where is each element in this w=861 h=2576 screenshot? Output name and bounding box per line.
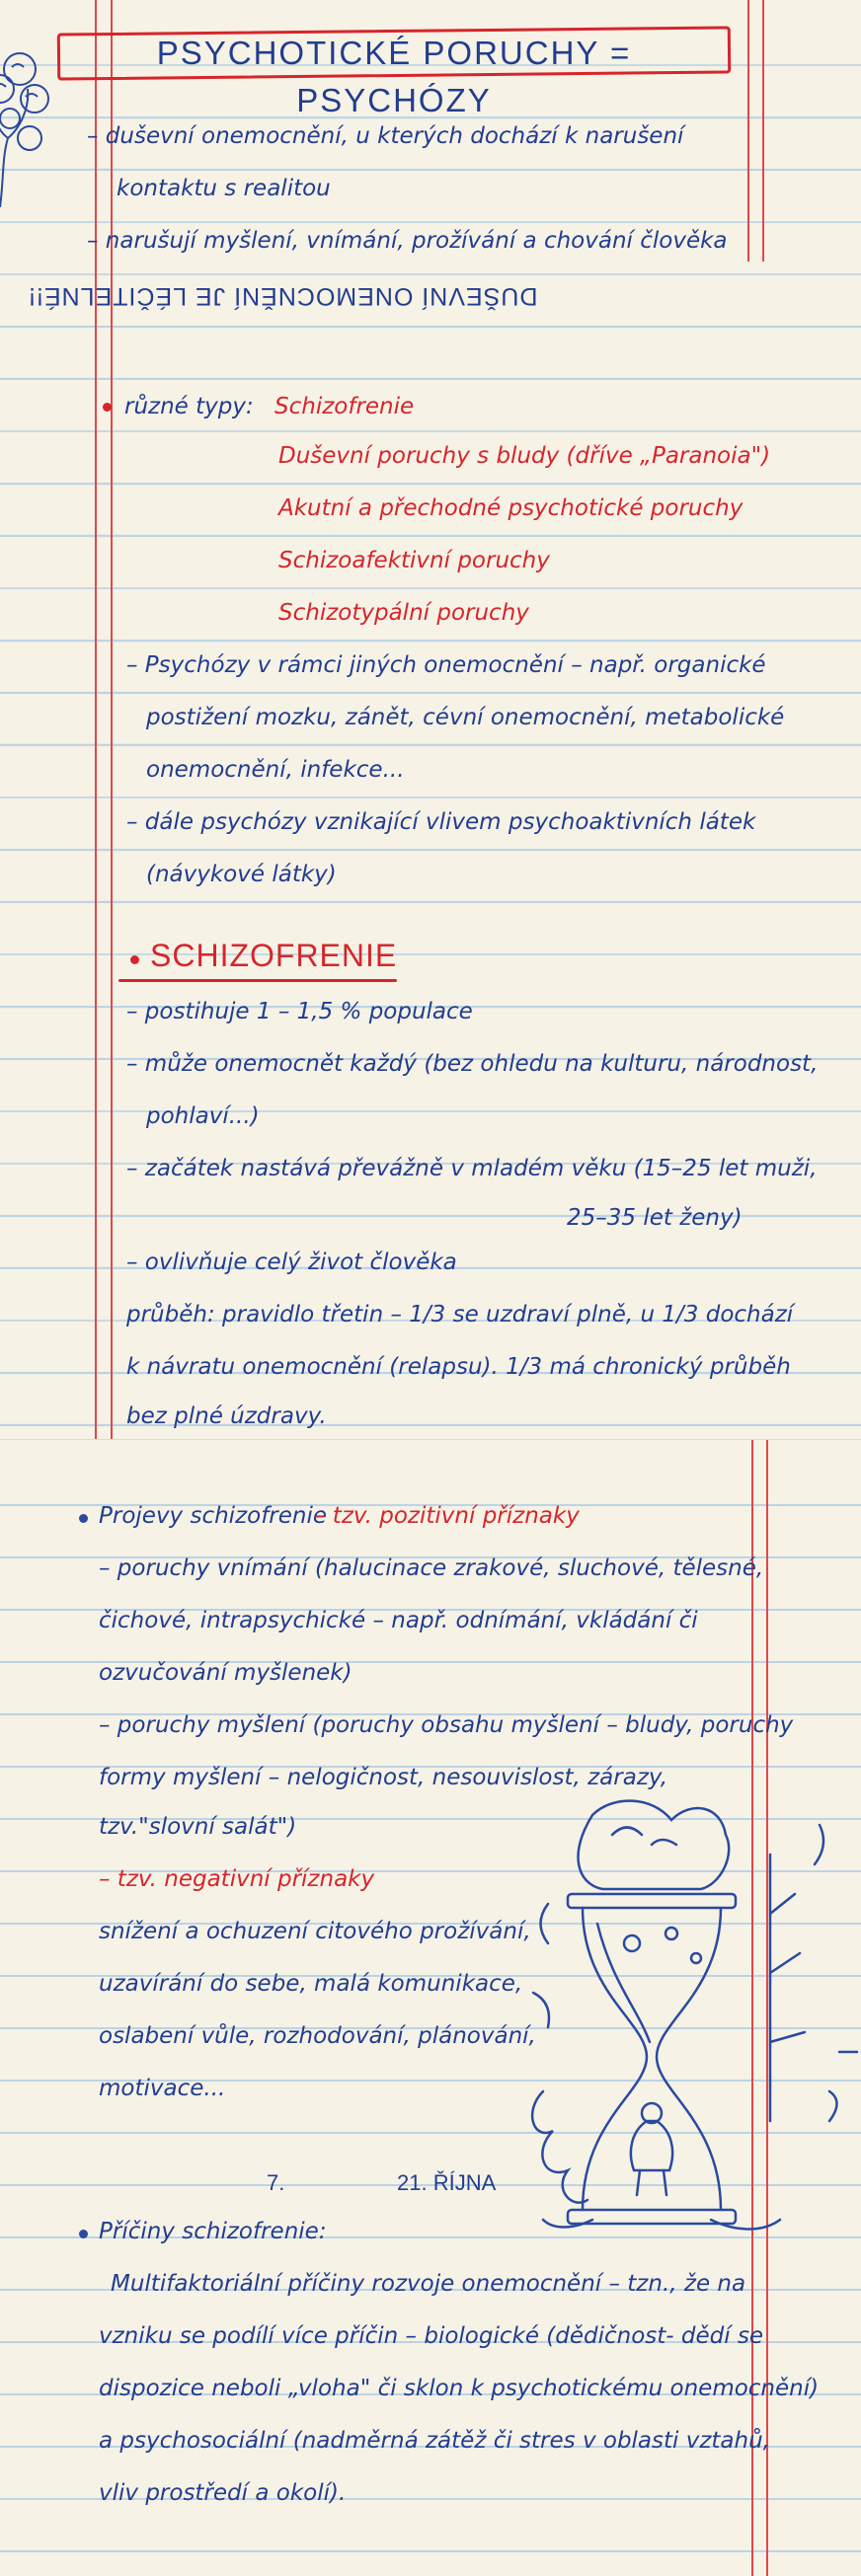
positive-symptom-line: tzv."slovní salát") — [99, 1814, 297, 1840]
schizo-line: k návratu onemocnění (relapsu). 1/3 má chronický průběh — [126, 1354, 791, 1380]
margin-line — [747, 0, 749, 262]
hourglass-icon — [523, 1795, 861, 2239]
positive-symptom-line: čichové, intrapsychické – např. odnímání, vkládání či — [99, 1608, 698, 1633]
type-item: Schizoafektivní poruchy — [278, 548, 550, 573]
type-item: Duševní poruchy s bludy (dříve „Paranoia") — [278, 443, 771, 469]
schizo-line: – postihuje 1 – 1,5 % populace — [126, 999, 473, 1024]
other-psychoses-line: onemocnění, infekce... — [146, 757, 405, 783]
page-title: PSYCHOTICKÉ PORUCHY = PSYCHÓZY — [156, 35, 632, 118]
schizo-line: pohlaví...) — [146, 1103, 260, 1129]
intro-line: – duševní onemocnění, u kterých dochází k narušení — [87, 123, 684, 149]
other-psychoses-line: postižení mozku, zánět, cévní onemocnění, metabolické — [146, 705, 785, 730]
bullet-dot — [103, 403, 112, 412]
causes-line: vliv prostředí a okolí). — [99, 2480, 347, 2506]
positive-symptom-line: formy myšlení – nelogičnost, nesouvislost, zárazy, — [99, 1765, 668, 1790]
heading-underline — [118, 979, 397, 982]
bullet-dot — [79, 2230, 88, 2238]
schizo-line: – začátek nastává převážně v mladém věku (15–25 let muži, — [126, 1156, 818, 1181]
intro-line: – narušují myšlení, vnímání, prožívání a chování člověka — [87, 228, 728, 254]
type-item: Schizotypální poruchy — [278, 600, 529, 626]
causes-line: Multifaktoriální příčiny rozvoje onemocnění – tzn., že na — [111, 2271, 746, 2297]
date-day: 7. — [267, 2170, 285, 2195]
schizo-line: bez plné úzdravy. — [126, 1403, 327, 1429]
negative-symptom-line: snížení a ochuzení citového prožívání, — [99, 1919, 531, 1944]
upside-down-note: DUŠEVNÍ ONEMOCNĚNÍ JE LÉČITELNÉ!! — [28, 282, 538, 310]
symptoms-title: Projevy schizofrenie — [99, 1503, 328, 1529]
type-item: Schizofrenie — [274, 394, 415, 419]
causes-line: vzniku se podílí více příčin – biologické (dědičnost- dědí se — [99, 2323, 764, 2349]
causes-line: dispozice neboli „vloha" či sklon k psychotickému onemocnění) — [99, 2376, 820, 2401]
schizo-line: 25–35 let ženy) — [567, 1205, 743, 1231]
positive-symptom-line: – poruchy myšlení (poruchy obsahu myšlení – bludy, poruchy — [99, 1712, 794, 1738]
other-psychoses-line: (návykové látky) — [146, 862, 337, 887]
section-heading: SCHIZOFRENIE — [150, 938, 398, 973]
causes-line: a psychosociální (nadměrná zátěž či stres v oblasti vztahů, — [99, 2428, 770, 2454]
margin-line — [95, 0, 97, 1439]
margin-line — [111, 0, 113, 1439]
intro-line: kontaktu s realitou — [117, 176, 331, 201]
type-item: Akutní a přechodné psychotické poruchy — [278, 495, 744, 521]
date-month: 21. ŘÍJNA — [397, 2170, 497, 2195]
other-psychoses-line: – dále psychózy vznikající vlivem psychoaktivních látek — [126, 809, 756, 835]
bullet-dot — [79, 1514, 88, 1523]
causes-title: Příčiny schizofrenie: — [99, 2219, 327, 2244]
negative-symptom-line: uzavírání do sebe, malá komunikace, — [99, 1971, 523, 1997]
tree-icon — [0, 39, 59, 207]
types-label: různé typy: — [124, 394, 254, 419]
positive-symptom-line: ozvučování myšlenek) — [99, 1660, 352, 1686]
notebook-page-2 — [0, 1439, 861, 2576]
negative-symptom-line: motivace... — [99, 2076, 226, 2101]
negative-symptom-line: oslabení vůle, rozhodování, plánování, — [99, 2023, 536, 2049]
other-psychoses-line: – Psychózy v rámci jiných onemocnění – např. organické — [126, 652, 766, 678]
negative-symptoms-label: – tzv. negativní příznaky — [99, 1866, 375, 1892]
schizo-line: průběh: pravidlo třetin – 1/3 se uzdraví plně, u 1/3 dochází — [126, 1302, 794, 1327]
schizo-line: – může onemocnět každý (bez ohledu na kulturu, národnost, — [126, 1051, 819, 1077]
positive-symptom-line: – poruchy vnímání (halucinace zrakové, sluchové, tělesné, — [99, 1555, 764, 1581]
schizo-line: – ovlivňuje celý život člověka — [126, 1250, 457, 1275]
bullet-dot — [130, 955, 139, 964]
margin-line — [762, 0, 764, 262]
positive-symptoms-label: – tzv. pozitivní příznaky — [314, 1503, 580, 1529]
